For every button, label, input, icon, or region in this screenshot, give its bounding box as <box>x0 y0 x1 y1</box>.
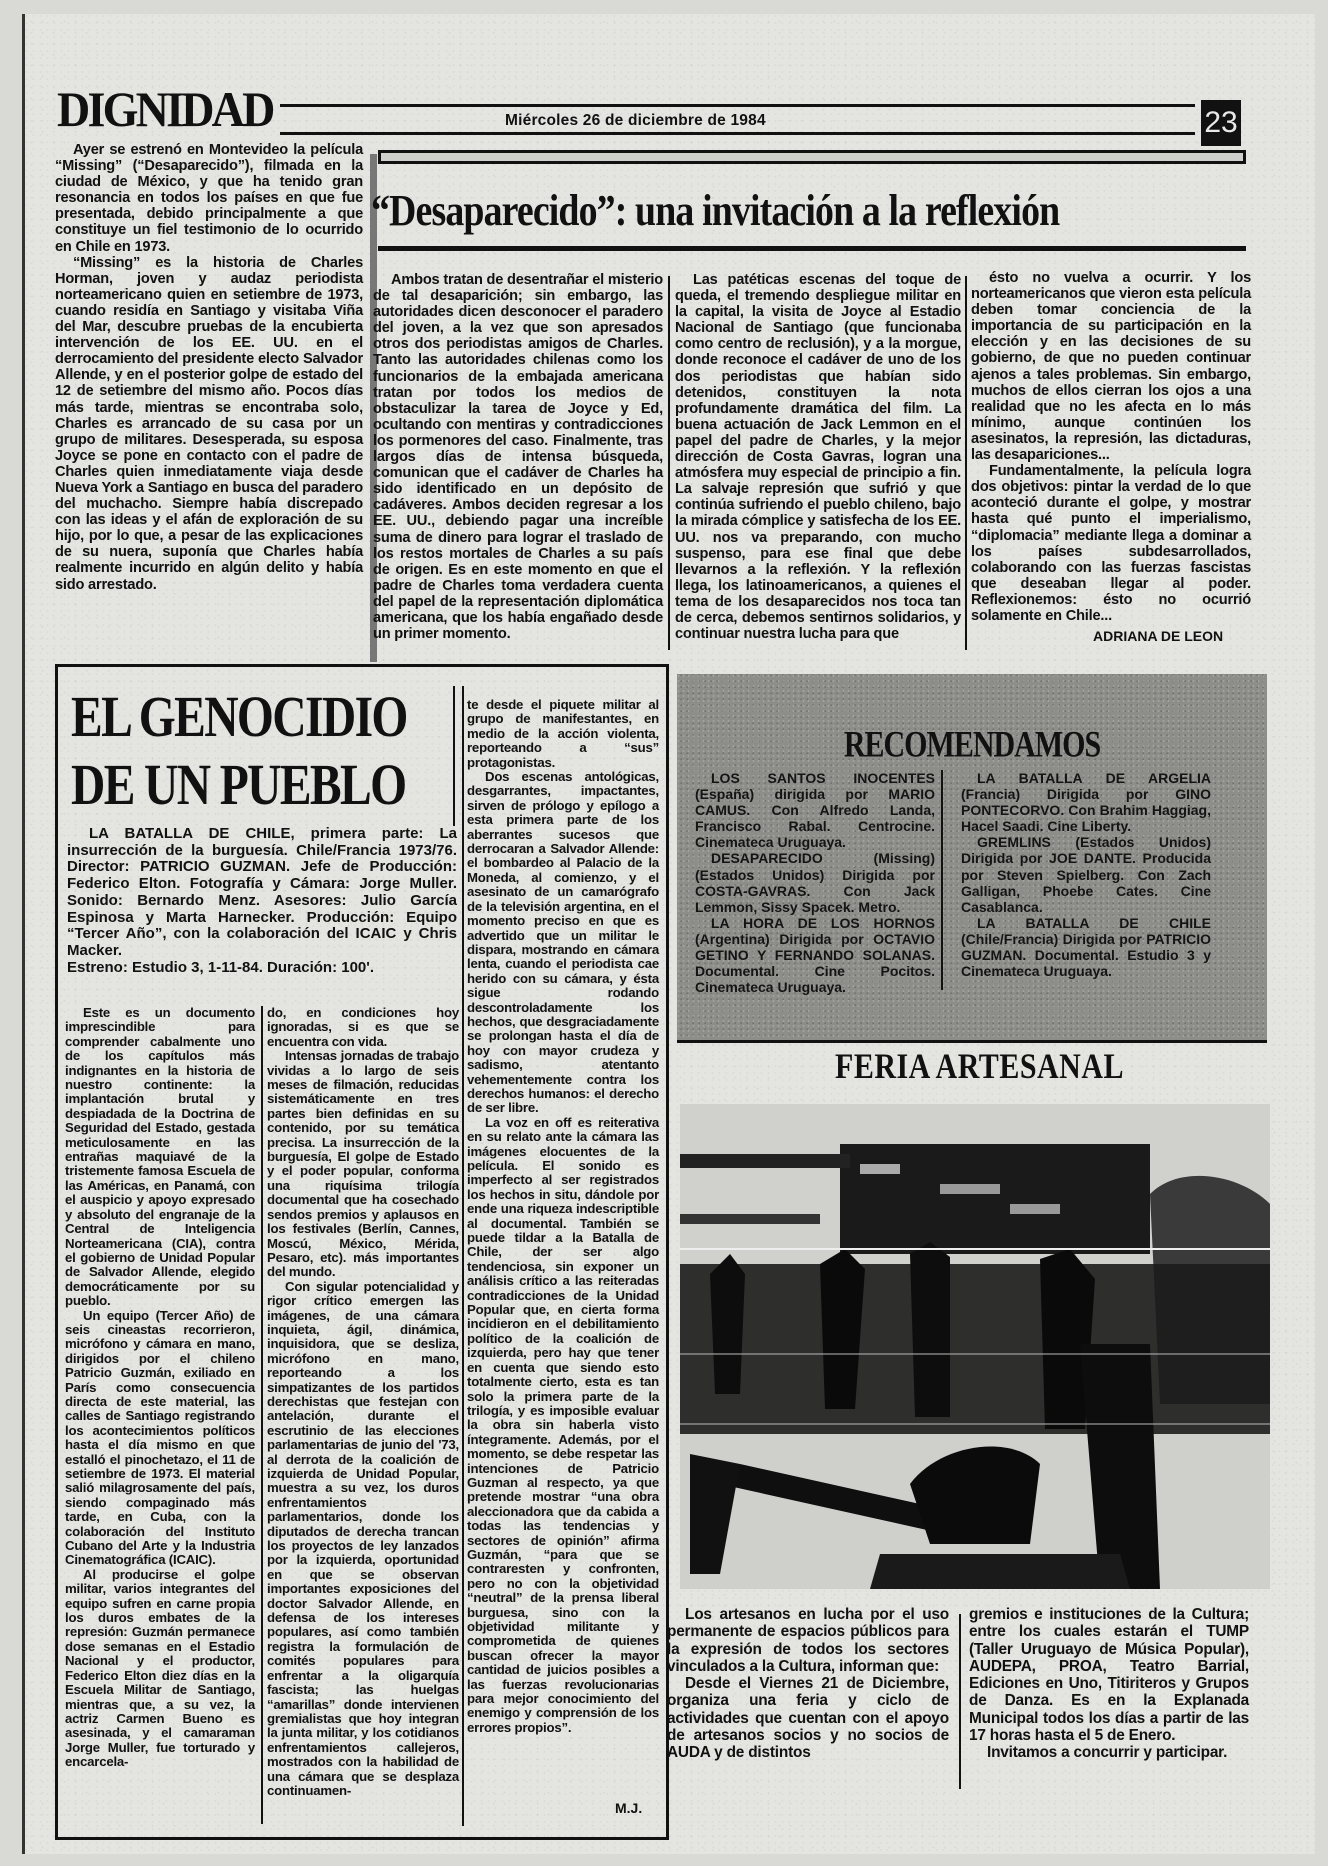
masthead-logo: DIGNIDAD <box>57 81 273 137</box>
credits-text: LA BATALLA DE CHILE, primera parte: La insurrección de la burguesía. Chile/Francia 1973/76. Director: PATRICIO GUZMAN. Jefe de Producción: Federico Elton. Fotografía y Cámara: Jorge Muller. Sonido: Bernardo Menz. Asesores: Julio García Espinosa y Marta Harnecker. Producción: Equipo “Tercer Año”, con la colaboración del ICAIC y Chris Macker. <box>67 825 457 959</box>
genocidio-col-c <box>467 698 659 1735</box>
feria-col2 <box>969 1606 1249 1762</box>
paragraph: Ayer se estrenó en Montevideo la película “Missing” (“Desaparecido”), filmada en la ciudad de México, y que ha tenido gran resonancia en todos los países en que fue presentada, debido principalmente a que constituye un fiel testimonio de lo ocurrido en Chile en 1973. <box>55 142 363 255</box>
paragraph: Las patéticas escenas del toque de queda, el tremendo despliegue militar en la capital, la visita de Joyce al Estadio Nacional de Santiago (que funcionaba como centro de reclusión), y a la morgue, donde reconoce el cadáver de uno de los dos periodistas que habían sido detenidos, constituyen la nota profundamente dramática del film. La buena actuación de Jack Lemmon en el papel del padre de Charles, y la mejor dirección de Costa Gavras, logran una atmósfera muy especial de principio a fin. La salvaje represión que sufrió y que continúa sufriendo el pueblo chileno, bajo la mirada cómplice y satisfecha de los EE. UU. nos va preparando, con mucho suspenso, para ese final que debe llevarnos a la reflexión. Y la reflexión llega, los latinoamericanos, a quienes el tema de los desaparecidos nos toca tan de cerca, debemos sentirnos solidarios, y continuar nuestra lucha para que <box>675 272 961 643</box>
box-border-top <box>55 664 669 667</box>
paragraph: gremios e instituciones de la Cultura; entre los cuales estarán el TUMP (Taller Uruguayo de Música Popular), AUDEPA, PROA, Teatro Barrial, Ediciones en Uno, Titiriteros y Grupos de Danza. Es en la Explanada Municipal todos los días a partir de las 17 horas hasta el 5 de Enero. <box>969 1606 1249 1745</box>
paragraph: La voz en off es reiterativa en su relato ante la cámara las imágenes elocuentes de la película. El sonido es imperfecto al ser registrados los hechos in situ, dándole por ende una riqueza indescriptible al documental. También se puede tildar a la Batalla de Chile, der ser algo tendenciosa, sin exponer un análisis crítico a las reiteradas contradicciones de la Unidad Popular que, en cierta forma incidieron en el debilitamiento político de la coalición de izquierda, pero hay que tener en cuenta que siendo esto totalmente cierto, esta es tan solo la primera parte de la trilogía, y es imposible evaluar la obra sin haberla visto íntegramente. Además, por el momento, se debe respetar las intenciones de Patricio Guzman al respecto, ya que pretende mostrar “una obra aleccionadora que da cabida a todas las tendencias y sectores de opinión” afirma Guzmán, “para que se contraresten y confronten, pero no con la objetividad “neutral” de la prensa liberal burguesa, sino con la objetividad militante y comprometida de quienes buscan ofrecer la mayor cantidad de juicios posibles a las fuerzas revolucionarias para mejor conocimiento del enemigo y comprensión de los errores propios”. <box>467 1114 659 1735</box>
recommendation: GREMLINS (Estados Unidos) Dirigida por JOE DANTE. Producida por Steven Spielberg. Con Zach Galligan, Phoebe Cates. Cine Casablanca. <box>961 834 1211 915</box>
issue-date: Miércoles 26 de diciembre de 1984 <box>505 112 766 129</box>
box-border-left <box>55 664 58 1840</box>
page-number: 23 <box>1201 100 1241 146</box>
column-divider <box>965 276 967 650</box>
feria-col1 <box>667 1606 949 1762</box>
recommendation: LA BATALLA DE ARGELIA (Francia) Dirigida por GINO PONTECORVO. Con Brahim Haggiag, Hacel Saadi. Cine Liberty. <box>961 770 1211 835</box>
article-missing-col2 <box>373 272 663 642</box>
newspaper-page <box>22 14 1315 1854</box>
column-divider <box>453 686 455 826</box>
paragraph: Fundamentalmente, la película logra dos objetivos: pintar la verdad de lo que aconteció durante el golpe, y mostrar hasta qué punto el imperialismo, “diplomacia” mediante llega a dominar a los países subdesarrollados, colaborando con las fuerzas fascistas que deseaban llegar al poder. Reflexionemos: ésto no ocurrió solamente en Chile... <box>971 463 1251 624</box>
paragraph: Al producirse el golpe militar, varios integrantes del equipo sufren en carne propia los duros embates de la represión: Guzmán permanece dose semanas en el Estadio Nacional y el productor, Federico Elton diez días en la Escuela Militar de Santiago, mientras que, a su vez, la actriz Carmen Bueno es asesinada, y el camaraman Jorge Muller, fue torturado y encarcela- <box>65 1566 255 1770</box>
paragraph: Intensas jornadas de trabajo vividas a lo largo de seis meses de filmación, reducidas sistemáticamente en tres partes bien definidas en su contenido, por su temática precisa. La insurrección de la burguesía, El golpe de Estado y el poder popular, conforma una riquísima trilogía documental que ha cosechado sendos premios y aplausos en los festivales (Berlín, Cannes, Moscú, México, Mérida, Pesaro, etc). más importantes del mundo. <box>267 1048 459 1280</box>
paragraph: Ambos tratan de desentrañar el misterio de tal desaparición; sin embargo, las autoridades dicen desconocer el paradero del joven, a la vez que son apresados otros dos periodistas amigos de Charles. Tanto las autoridades chilenas como los funcionarios de la embajada americana tratan por todos los medios de obstaculizar la tarea de Joyce y Ed, ocultando con mentiras y contradicciones los pormenores del caso. Finalmente, tras largos días de intensa búsqueda, comunican que el cadáver de Charles ha sido identificado en un depósito de cadáveres. Ambos deciden regresar a los EE. UU., debiendo pagar una increíble suma de dinero para lograr el traslado de los restos mortales de Charles a su país de origen. Es en este momento en que el padre de Charles toma verdadera cuenta del papel de la representación diplomática americana, que los había engañado desde un primer momento. <box>373 272 663 643</box>
article-missing-col4 <box>971 270 1251 624</box>
recommendation: LOS SANTOS INOCENTES (España) dirigida por MARIO CAMUS. Con Alfredo Landa, Francisco Rabal. Centrocine. Cinemateca Uruguaya. <box>695 770 935 851</box>
masthead-rule-top <box>280 104 1195 107</box>
paragraph: Invitamos a concurrir y participar. <box>987 1744 1228 1762</box>
premiere-info: Estreno: Estudio 3, 1-11-84. Duración: 100'. <box>67 958 374 976</box>
recommendations-right <box>961 770 1211 979</box>
paragraph: Los artesanos en lucha por el uso permanente de espacios públicos para la expresión de todos los sectores vinculados a la Cultura, informan que: <box>667 1606 949 1675</box>
fair-crowd-photo <box>680 1104 1270 1589</box>
feria-headline: FERIA ARTESANAL <box>835 1046 1125 1087</box>
paragraph: Desde el Viernes 21 de Diciembre, organiza una feria y ciclo de actividades que cuentan con el apoyo de artesanos socios y no socios de AUDA y de distintos <box>667 1675 949 1762</box>
headline-bar-bottom <box>378 246 1246 251</box>
paragraph: Con sigular potencialidad y rigor crítico emergen las imágenes, de una cámara inquieta, ágil, dinámica, inquisidora, que se desliza, micrófono en mano, reporteando a los simpatizantes de los partidos derechistas que festejan con antelación, durante el escrutinio de las elecciones parlamentarias de junio del '73, al derrota de la coalición de izquierda de Unidad Popular, muestra a su vez, los duros enfrentamientos parlamentarios, donde los diputados de derecha trancan los proyectos de ley lanzados por la izquierda, oportunidad en que se observan importantes exposiciones del doctor Salvador Allende, en defensa de los intereses populares, así como también registra la formulación de comités populares para enfrentar a la oligarquía fascista; las huelgas “amarillas” donde intervienen gremialistas que hoy integran la junta militar, y los cotidianos enfrentamientos callejeros, mostrados con la habilidad de una cámara que se desplaza continuamen- <box>267 1278 459 1798</box>
recommendations-box <box>677 674 1267 1043</box>
column-divider <box>668 276 670 650</box>
film-credits <box>67 826 457 976</box>
recommendations-left <box>695 770 935 995</box>
paragraph: Un equipo (Tercer Año) de seis cineastas recorrieron, micrófono y cámara en mano, dirigidos por el chileno Patricio Guzmán, exiliado en París como consecuencia directa de este material, las calles de Santiago registrando los acontecimientos políticos hasta el día mismo en que estalló el pinochetazo, el 11 de setiembre de 1973. El material salió milagrosamente del país, siendo compaginado más tarde, en Cuba, con la colaboración del Instituto Cubano del Arte y la Industria Cinematográfica (ICAIC). <box>65 1307 255 1568</box>
recommendation: LA BATALLA DE CHILE (Chile/Francia) Dirigida por PATRICIO GUZMAN. Documental. Estudio 3 y Cinemateca Uruguaya. <box>961 914 1211 980</box>
genocidio-col-a <box>65 1006 255 1770</box>
column-divider <box>941 770 943 990</box>
box-border-bottom <box>55 1837 669 1840</box>
box-headline-line1: EL GENOCIDIO <box>71 684 407 749</box>
byline: M.J. <box>615 1800 643 1816</box>
column-divider <box>959 1614 961 1789</box>
box-headline-line2: DE UN PUEBLO <box>71 752 406 817</box>
headline-bar-top <box>378 150 1246 164</box>
masthead-rule-bottom <box>280 132 1195 135</box>
feria-photo <box>680 1104 1270 1589</box>
column-divider <box>261 1006 263 1824</box>
paragraph: “Missing” es la historia de Charles Horman, joven y audaz periodista norteamericano quien en setiembre de 1973, cuando residía en Santiago y visitaba Viña del Mar, descubre pruebas de la encubierta intervención de los EE. UU. en el derrocamiento del presidente electo Salvador Allende, y en el posterior golpe de estado del 12 de setiembre del mismo año. Pocos días más tarde, mientras se encontraba solo, Charles es arrancado de su casa por un grupo de militares. Desesperada, su esposa Joyce se pone en contacto con el padre de Charles quien inmediatamente viaja desde Nueva York a Santiago en busca del paradero del muchacho. Siempre había discrepado con las ideas y el afán de exploración de su hijo, por lo que, a pesar de las explicaciones de su nuera, suponía que Charles había realmente incurrido en algún delito y había sido arrestado. <box>55 254 363 593</box>
paragraph: Este es un documento imprescindible para comprender cabalmente uno de los capítulos más indignantes en la historia de nuestro continente: la implantación brutal y despiadada de la Doctrina de Seguridad del Estado, gestada meticulosamente en las entrañas maquiavé de la tristemente famosa Escuela de las Américas, en Panamá, con el auspicio y apoyo expresado y absoluto del engranaje de la Central de Inteligencia Norteamericana (CIA), contra el gobierno de Unidad Popular de Salvador Allende, elegido democráticamente por su pueblo. <box>65 1005 255 1309</box>
paragraph: ésto no vuelva a ocurrir. Y los norteamericanos que vieron esta película deben tomar conciencia de la importancia de su participación en la elección y en las decisiones de su gobierno, de que no pueden continuar ajenos a tales problemas. Sin embargo, muchos de ellos cierran los ojos a una realidad que no les afecta en lo más mínimo, aunque continúen los asesinatos, la represión, las dictaduras, las desapariciones... <box>971 270 1251 464</box>
recommendations-title: RECOMENDAMOS <box>843 723 1101 765</box>
recommendation: DESAPARECIDO (Missing) (Estados Unidos) Dirigida por COSTA-GAVRAS. Con Jack Lemmon, Sissy Spacek. Metro. <box>695 850 935 915</box>
byline: ADRIANA DE LEON <box>1093 628 1224 644</box>
genocidio-col-b <box>267 1006 459 1798</box>
column-divider <box>462 686 464 1826</box>
article-missing-intro <box>55 142 363 593</box>
article-missing-col3 <box>675 272 961 642</box>
article-headline: “Desaparecido”: una invitación a la reflexión <box>371 186 1060 235</box>
recommendation: LA HORA DE LOS HORNOS (Argentina) Dirigida por OCTAVIO GETINO Y FERNANDO SOLANAS. Documental. Cine Pocitos. Cinemateca Uruguaya. <box>695 914 935 996</box>
paragraph: Dos escenas antológicas, desgarrantes, impactantes, sirven de prólogo y epílogo a esta primera parte de los aberrantes sucesos que derrocaran a Salvador Allende: el bombardeo al Palacio de la Moneda, al comienzo, y el asesinato de un camarógrafo de la televisión argentina, en el momento preciso en que es advertido que un militar le dispara, mostrando en cámara lenta, cuando el periodista cae herido con su cámara, y ésta sigue rodando descontroladamente los hechos, que desgraciadamente se prolongan hasta el día de hoy con mayor crudeza y sadismo, atentanto vehementemente contra los derechos humanos: el derecho de ser libre. <box>467 769 659 1116</box>
paragraph: do, en condiciones hoy ignoradas, si es que se encuentra con vida. <box>267 1005 459 1049</box>
paragraph: te desde el piquete militar al grupo de manifestantes, en medio de la acción violenta, reporteando a “sus” protagonistas. <box>467 697 659 770</box>
